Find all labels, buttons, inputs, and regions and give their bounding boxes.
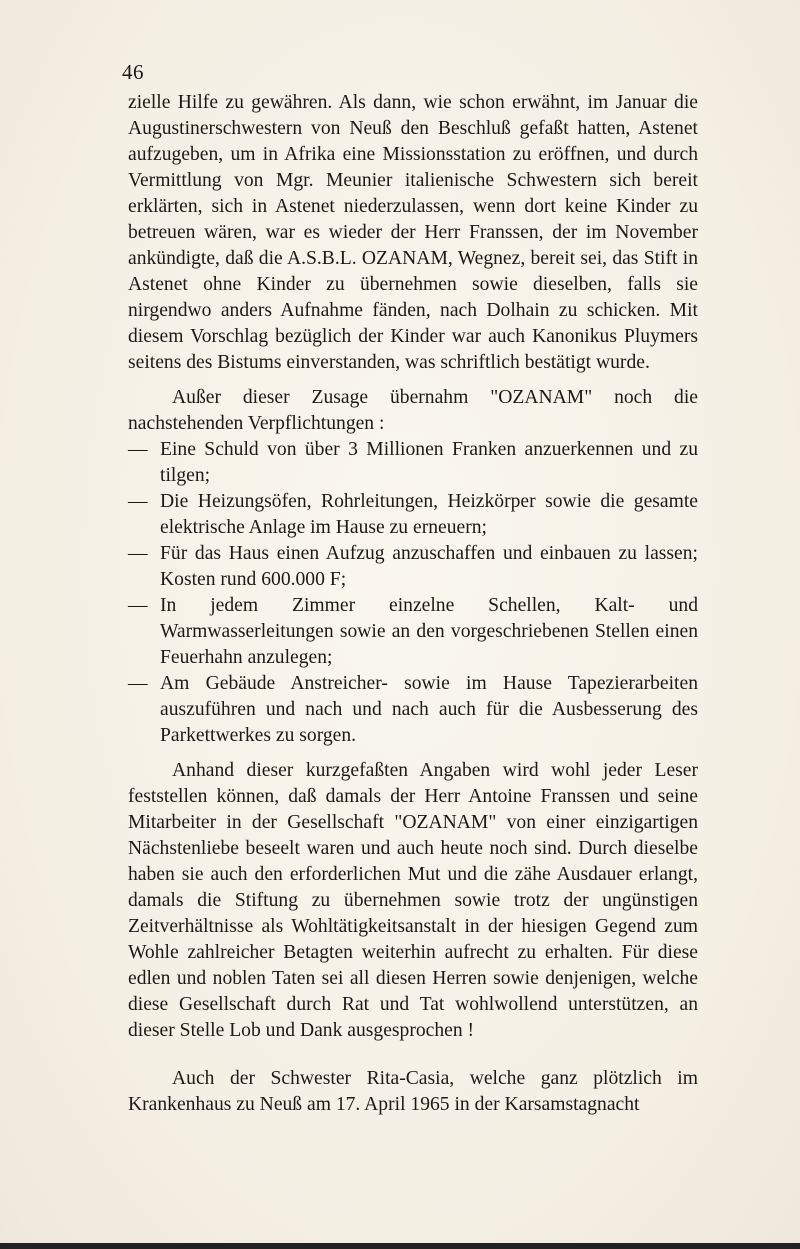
obligation-text: Am Gebäude Anstreicher- sowie im Hause Tapezierarbeiten auszuführen und nach und nach auch für die Ausbesserung des Parkettwerkes zu sorgen. [160, 673, 698, 746]
dash-bullet: — [128, 491, 148, 512]
dash-bullet: — [128, 543, 148, 564]
list-item [128, 671, 698, 749]
obligation-text: In jedem Zimmer einzelne Schellen, Kalt- und Warmwasserleitungen sowie an den vorgeschriebenen Stellen einen Feuerhahn anzulegen; [160, 595, 698, 668]
obligation-text: Die Heizungsöfen, Rohrleitungen, Heizkörper sowie die gesamte elektrische Anlage im Hause zu erneuern; [160, 491, 698, 538]
page-bottom-edge [0, 1243, 800, 1249]
conclusion-paragraph: Anhand dieser kurzgefaßten Angaben wird wohl jeder Leser feststellen können, daß damals der Herr Antoine Franssen und seine Mitarbeiter in der Gesellschaft "OZANAM" von einer einzigartigen Nächstenliebe beseelt waren und auch heute noch sind. Durch dieselbe haben sie auch den erforderlichen Mut und die zähe Ausdauer erlangt, damals die Stiftung zu übernehmen sowie trotz der ungünstigen Zeitverhältnisse als Wohltätigkeitsanstalt in der hiesigen Gegend zum Wohle zahlreicher Betagten weiterhin aufrecht zu erhalten. Für diese edlen und noblen Taten sei all diesen Herren sowie denjenigen, welche diese Gesellschaft durch Rat und Tat wohlwollend unterstützen, an dieser Stelle Lob und Dank ausgesprochen ! [128, 760, 698, 1041]
list-item [128, 593, 698, 671]
obligation-text: Eine Schuld von über 3 Millionen Franken anzuerkennen und zu tilgen; [160, 439, 698, 486]
page-number: 46 [122, 60, 144, 84]
body-text [128, 90, 698, 1118]
dash-bullet: — [128, 673, 148, 694]
closing-paragraph: Auch der Schwester Rita-Casia, welche ganz plötzlich im Krankenhaus zu Neuß am 17. April 1965 in der Karsamstagnacht [128, 1068, 698, 1115]
list-item [128, 437, 698, 489]
obligations-list [128, 437, 698, 749]
dash-bullet: — [128, 439, 148, 460]
opening-paragraph: zielle Hilfe zu gewähren. Als dann, wie schon erwähnt, im Januar die Augustinerschwestern von Neuß den Beschluß gefaßt hatten, Astenet aufzugeben, um in Afrika eine Missionsstation zu eröffnen, und durch Vermittlung von Mgr. Meunier italienische Schwestern sich bereit erklärten, sich in Astenet niederzulassen, wenn dort keine Kinder zu betreuen wären, war es wieder der Herr Franssen, der im November ankündigte, daß die A.S.B.L. OZANAM, Wegnez, bereit sei, das Stift in Astenet ohne Kinder zu übernehmen sowie dieselben, falls sie nirgendwo anders Aufnahme fänden, nach Dolhain zu schicken. Mit diesem Vorschlag bezüglich der Kinder war auch Kanonikus Pluymers seitens des Bistums einverstanden, was schriftlich bestätigt wurde. [128, 92, 698, 373]
list-item [128, 489, 698, 541]
obligations-intro: Außer dieser Zusage übernahm "OZANAM" noch die nachstehenden Verpflichtungen : [128, 387, 698, 434]
obligation-text: Für das Haus einen Aufzug anzuschaffen und einbauen zu lassen; Kosten rund 600.000 F; [160, 543, 698, 590]
list-item [128, 541, 698, 593]
dash-bullet: — [128, 595, 148, 616]
